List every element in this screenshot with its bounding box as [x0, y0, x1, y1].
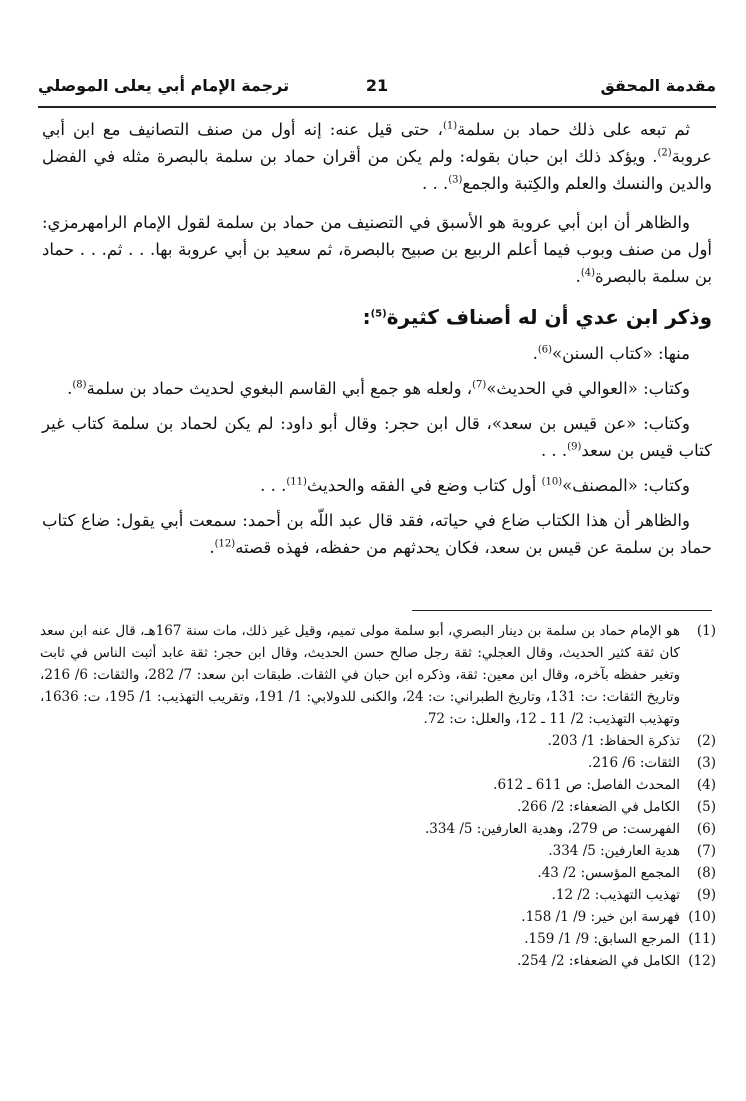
page-number: 21 [365, 76, 389, 95]
footnote-text: هدية العارفين: 5/ 334. [548, 843, 680, 859]
footnote [40, 950, 716, 972]
punctuation: . [67, 379, 73, 398]
footnote-ref: (6) [537, 344, 553, 356]
footnote [40, 862, 716, 884]
footnote-text: المرجع السابق: 9/ 1/ 159. [524, 931, 680, 947]
running-header [38, 72, 716, 106]
footnote [40, 840, 716, 862]
footnote-ref: (12) [214, 538, 236, 550]
footnote-text: المجمع المؤسس: 2/ 43. [537, 865, 680, 881]
footnote-ref: (3) [448, 174, 463, 186]
footnote-number: (3) [696, 755, 716, 771]
footnote-ref: (9) [567, 441, 582, 453]
footnote-text: الثقات: 6/ 216. [588, 755, 680, 771]
ellipsis: . . . [421, 174, 449, 193]
footnote [40, 928, 716, 950]
paragraph-text: والظاهر أن هذا الكتاب ضاع في حياته، فقد قال عبد اللّه بن أحمد: سمعت أبي يقول: ضاع كتاب حماد بن سلمة عن قيس بن سعد، فكان يحدثهم من حفظه، فهذه قصته [42, 511, 712, 557]
punctuation: . [575, 267, 581, 286]
footnote-ref: (4) [580, 267, 595, 279]
footnote [40, 730, 716, 752]
footnote-number: (5) [696, 799, 716, 815]
footnote-number: (6) [696, 821, 716, 837]
paragraph-text: والظاهر أن ابن أبي عروبة هو الأسبق في التصنيف من حماد بن سلمة لقول الإمام الرامهرمزي: أول من صنف وبوب فيما أعلم الربيع بن صبيح بالبصرة، ثم سعيد بن أبي عروبة بها. . . ثم. . . حماد بن سلمة بالبصرة [42, 213, 712, 286]
paragraph-text: ثم تبعه على ذلك حماد بن سلمة [457, 120, 691, 139]
footnote-text: المحدث الفاصل: ص 611 ـ 612. [493, 777, 680, 793]
item-text: أول كتاب وضع في الفقه والحديث [306, 476, 542, 495]
paragraph-2 [42, 209, 712, 290]
section-title: مقدمة المحقق [600, 76, 716, 95]
footnote-ref: (2) [657, 147, 672, 159]
footnote-text: الكامل في الضعفاء: 2/ 254. [517, 953, 680, 969]
punctuation: . [532, 344, 538, 363]
footnotes [40, 620, 716, 972]
paragraph-text: . ويؤكد ذلك ابن حبان بقوله: ولم يكن من أقران حماد بن سلمة بالبصرة مثله في الفضل والدين والنسك والعلم والكِتبة والجمع [42, 147, 712, 193]
footnote-number: (10) [688, 909, 716, 925]
footnote-ref: (1) [442, 120, 458, 132]
footnote-ref: (7) [472, 379, 487, 391]
footnote [40, 752, 716, 774]
footnote-ref: (5) [370, 308, 387, 320]
footnote [40, 774, 716, 796]
footnote-number: (9) [696, 887, 716, 903]
header-divider [38, 106, 716, 108]
footnote-text: الفهرست: ص 279، وهدية العارفين: 5/ 334. [425, 821, 680, 837]
footnote-number: (7) [696, 843, 716, 859]
paragraph-1 [42, 116, 712, 197]
footnote-divider [412, 610, 712, 611]
section-heading [42, 302, 712, 332]
item-text: وكتاب: «العوالي في الحديث» [486, 379, 690, 398]
book-title: ترجمة الإمام أبي يعلى الموصلي [38, 76, 290, 95]
footnote [40, 906, 716, 928]
footnote [40, 796, 716, 818]
punctuation: : [362, 305, 371, 329]
book-item-2 [42, 375, 712, 402]
footnote-text: فهرسة ابن خير: 9/ 1/ 158. [521, 909, 680, 925]
book-item-4 [42, 472, 712, 499]
footnote-text: هو الإمام حماد بن سلمة بن دينار البصري، أبو سلمة مولى تميم، وقيل غير ذلك، مات سنة 167هـ، قال عنه ابن سعد كان ثقة كثير الحديث، وقال العجلي: ثقة رجل صالح حسن الحديث، وقال ابن حجر: ثقة عابد أثبت الناس في ثابت وتغير حفظه بآخره، وقال ابن معين: ثقة، وذكره ابن حبان في الثقات. طبقات ابن سعد: 7/ 282، والثقات: 6/ 216، وتاريخ الثقات: ت: 131، وتاريخ الطبراني: ت: 24، والكنى للدولابي: 1/ 191، وتقريب التهذيب: 1/ 195، ت: 1636، وتهذيب التهذيب: 2/ 11 ـ 12، والعلل: ت: 72. [40, 623, 681, 727]
footnote-ref: (8) [72, 379, 87, 391]
footnote [40, 620, 716, 730]
footnote-number: (8) [696, 865, 716, 881]
footnote-text: تهذيب التهذيب: 2/ 12. [551, 887, 680, 903]
paragraph-text: ، حتى قيل عنه: إنه أول من صنف التصانيف مع ابن أبي عروبة [42, 120, 712, 166]
book-item-1 [42, 340, 712, 367]
footnote [40, 818, 716, 840]
footnote-number: (4) [696, 777, 716, 793]
ellipsis: . . . [260, 476, 287, 495]
footnote-number: (1) [696, 623, 716, 639]
heading-text: وذكر ابن عدي أن له أصناف كثيرة [386, 305, 712, 329]
main-text [42, 116, 712, 573]
item-text: وكتاب: «المصنف» [562, 476, 690, 495]
footnote-number: (11) [688, 931, 716, 947]
book-item-3 [42, 410, 712, 464]
item-text: وكتاب: «عن قيس بن سعد»، قال ابن حجر: وقال أبو داود: لم يكن لحماد بن سلمة كتاب غير كتاب قيس بن سعد [42, 414, 712, 460]
item-text: منها: «كتاب السنن» [552, 344, 690, 363]
footnote-ref: (11) [286, 476, 307, 488]
footnote-ref: (10) [541, 476, 563, 488]
punctuation: . [209, 538, 215, 557]
footnote-number: (2) [696, 733, 716, 749]
footnote-text: الكامل في الضعفاء: 2/ 266. [517, 799, 680, 815]
footnote-text: تذكرة الحفاظ: 1/ 203. [547, 733, 680, 749]
footnote [40, 884, 716, 906]
item-text: ، ولعله هو جمع أبي القاسم البغوي لحديث حماد بن سلمة [86, 379, 473, 398]
paragraph-3 [42, 507, 712, 561]
ellipsis: . . . [540, 441, 568, 460]
footnote-number: (12) [688, 953, 716, 969]
